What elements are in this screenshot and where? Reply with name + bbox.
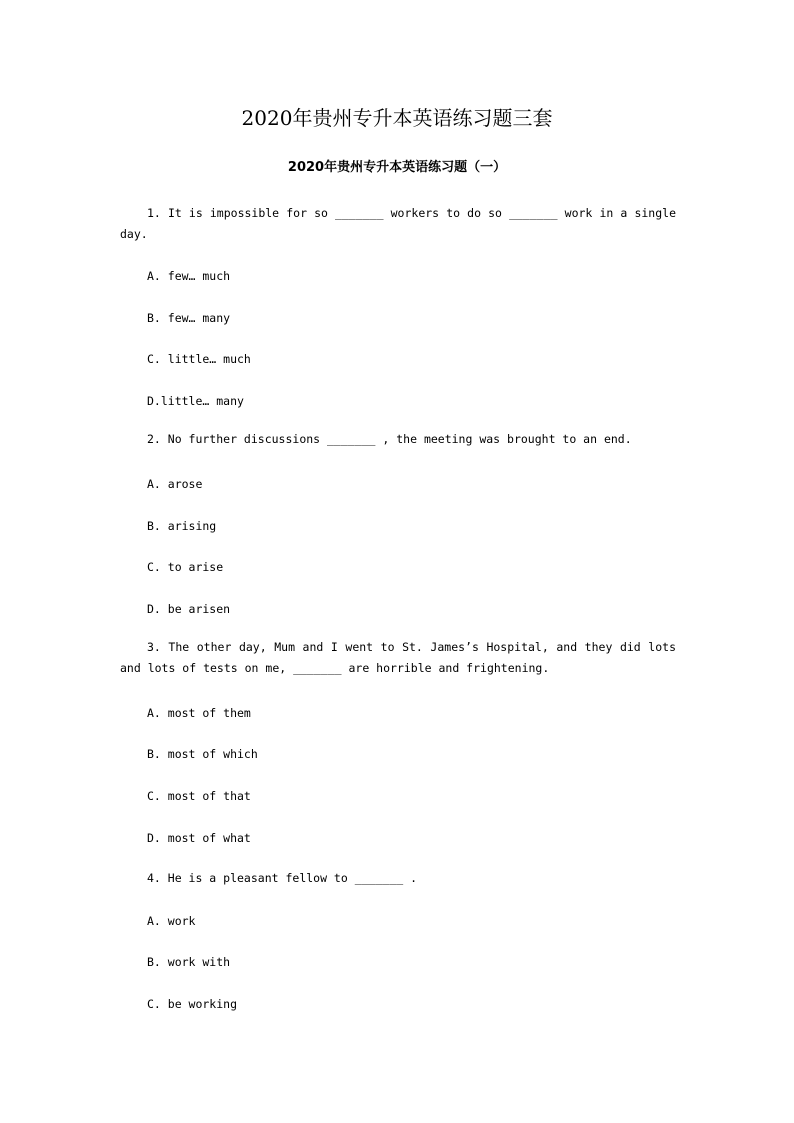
question-2-option-a: A. arose	[147, 477, 203, 491]
question-1-option-c: C. little… much	[147, 352, 251, 366]
question-1-option-b: B. few… many	[147, 311, 231, 325]
question-2-option-d: D. be arisen	[147, 602, 231, 616]
question-3-option-b: B. most of which	[147, 747, 258, 761]
question-3-option-d: D. most of what	[147, 831, 251, 845]
question-4-option-a: A. work	[147, 914, 196, 928]
question-1-option-a: A. few… much	[147, 269, 231, 283]
question-2-stem: 2. No further discussions _______ , the meeting was brought to an end.	[147, 432, 632, 446]
question-2-option-b: B. arising	[147, 519, 217, 533]
question-1-option-d: D.little… many	[147, 394, 244, 408]
question-4-stem: 4. He is a pleasant fellow to _______ .	[147, 871, 418, 885]
question-3-option-a: A. most of them	[147, 706, 251, 720]
question-1-stem: 1. It is impossible for so _______ workers to do so _______ work in a single day.	[120, 206, 676, 241]
document-title: 2020年贵州专升本英语练习题三套	[241, 106, 553, 130]
question-4-option-b: B. work with	[147, 955, 231, 969]
question-3-option-c: C. most of that	[147, 789, 251, 803]
question-3-stem: 3. The other day, Mum and I went to St. James’s Hospital, and they did lots and lots of tests on me, _______ are horrible and frightening.	[120, 640, 676, 675]
question-2-option-c: C. to arise	[147, 560, 224, 574]
question-4-option-c: C. be working	[147, 997, 238, 1011]
section-subtitle: 2020年贵州专升本英语练习题（一）	[287, 160, 507, 175]
